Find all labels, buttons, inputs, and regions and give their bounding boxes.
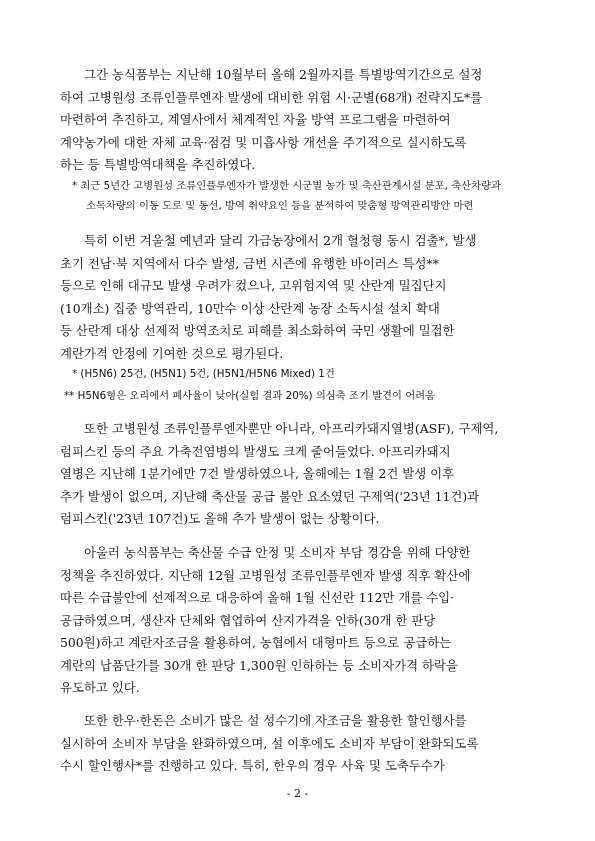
text-line: 계란의 납품단가를 30개 한 판당 1,300원 인하하는 등 소비자가격 하락을 (60, 657, 458, 673)
text-line: 또한 고병원성 조류인플루엔자뿐만 아니라, 아프리카돼지열병(ASF), 구제역, (84, 421, 499, 436)
text-line: (10개소) 집중 방역관리, 10만수 이상 산란계 농장 소독시설 설치 확대 (60, 300, 440, 316)
text-line: 등으로 인해 대규모 발생 우려가 컸으나, 고위험지역 및 산란계 밀집단지 (60, 278, 447, 293)
text-line: 등 산란계 대상 선제적 방역조치로 피해를 최소화하여 국민 생활에 밀접한 (60, 323, 455, 338)
note-line: * (H5N6) 25건, (H5N1) 5건, (H5N1/H5N6 Mixed) 1건 (72, 368, 335, 380)
text-line: 실시하여 소비자 부담을 완화하였으며, 설 이후에도 소비자 부담이 완화되도록 (60, 735, 479, 751)
paragraph-special-quarantine (60, 64, 540, 177)
text-line: 럼피스킨 등의 주요 가축전염병의 발생도 크게 줄어들었다. 아프리카돼지 (60, 443, 451, 459)
text-line: 럼피스킨('23년 107건)도 올해 추가 발생이 없는 상황이다. (60, 511, 380, 526)
footnote-virus (64, 386, 435, 406)
note-line: * 최근 5년간 고병원성 조류인플루엔자가 발생한 시군별 농가 및 축산관계시설 분포, 축산차량과 (72, 180, 501, 192)
text-line: 유도하고 있다. (60, 680, 140, 695)
text-line: 계란가격 안정에 기여한 것으로 평가된다. (60, 345, 284, 361)
text-line: 특히 이번 겨울철 예년과 달리 가금농장에서 2개 혈청형 동시 검출*, 발생 (84, 233, 477, 248)
text-line: 따른 수급불안에 선제적으로 대응하여 올해 1월 신선란 112만 개를 수입· (60, 590, 455, 605)
paragraph-hanwoo-discount (60, 710, 540, 778)
footnote-strategy-map (72, 176, 501, 216)
footnote-serotype (72, 364, 335, 384)
note-line: 소독차량의 이동 도로 및 동선, 방역 취약요인 등을 분석하여 맞춤형 방역관리방안 마련 (86, 200, 474, 212)
text-line: 열병은 지난해 1분기에만 7건 발생하였으나, 올해에는 1월 2건 발생 이후 (60, 466, 455, 481)
text-line: 공급하였으며, 생산자 단체와 협업하여 산지가격을 인하(30개 한 판당 (60, 612, 436, 628)
paragraph-livestock-diseases (60, 418, 540, 531)
note-line: ** H5N6형은 오리에서 폐사율이 낮아(실험 결과 20%) 의심축 조기 발견이 어려움 (64, 390, 436, 402)
text-line: 수시 할인행사*를 진행하고 있다. 특히, 한우의 경우 사육 및 도축두수가 (60, 758, 445, 773)
text-line: 아울러 농식품부는 축산물 수급 안정 및 소비자 부담 경감을 위해 다양한 (84, 545, 471, 560)
paragraph-supply-stabilization (60, 542, 540, 700)
text-line: 초기 전남·북 지역에서 다수 발생, 금번 시즌에 유행한 바이러스 특성** (60, 255, 439, 271)
text-line: 또한 한우·한돈은 소비가 많은 설 성수기에 자조금을 활용한 할인행사를 (84, 713, 467, 728)
text-line: 정책을 추진하였다. 지난해 12월 고병원성 조류인플루엔자 발생 직후 확산에 (60, 567, 471, 583)
text-line: 그간 농식품부는 지난해 10월부터 올해 2월까지를 특별방역기간으로 설정 (84, 67, 483, 82)
page-number: - 2 - (286, 787, 309, 800)
text-line: 계약농가에 대한 자체 교육·점검 및 미흡사항 개선을 주기적으로 실시하도록 (60, 134, 467, 150)
text-line: 추가 발생이 없으며, 지난해 축산물 공급 불안 요소였던 구제역('23년 11건)과 (60, 488, 480, 504)
text-line: 500원)하고 계란자조금을 활용하여, 농협에서 대형마트 등으로 공급하는 (60, 635, 452, 650)
text-line: 하는 등 특별방역대책을 추진하였다. (60, 157, 256, 172)
paragraph-winter-outbreak (60, 230, 540, 365)
text-line: 하여 고병원성 조류인플루엔자 발생에 대비한 위험 시·군별(68개) 전략지도*를 (60, 89, 483, 105)
text-line: 마련하여 추진하고, 계열사에서 체계적인 자율 방역 프로그램을 마련하여 (60, 112, 451, 127)
